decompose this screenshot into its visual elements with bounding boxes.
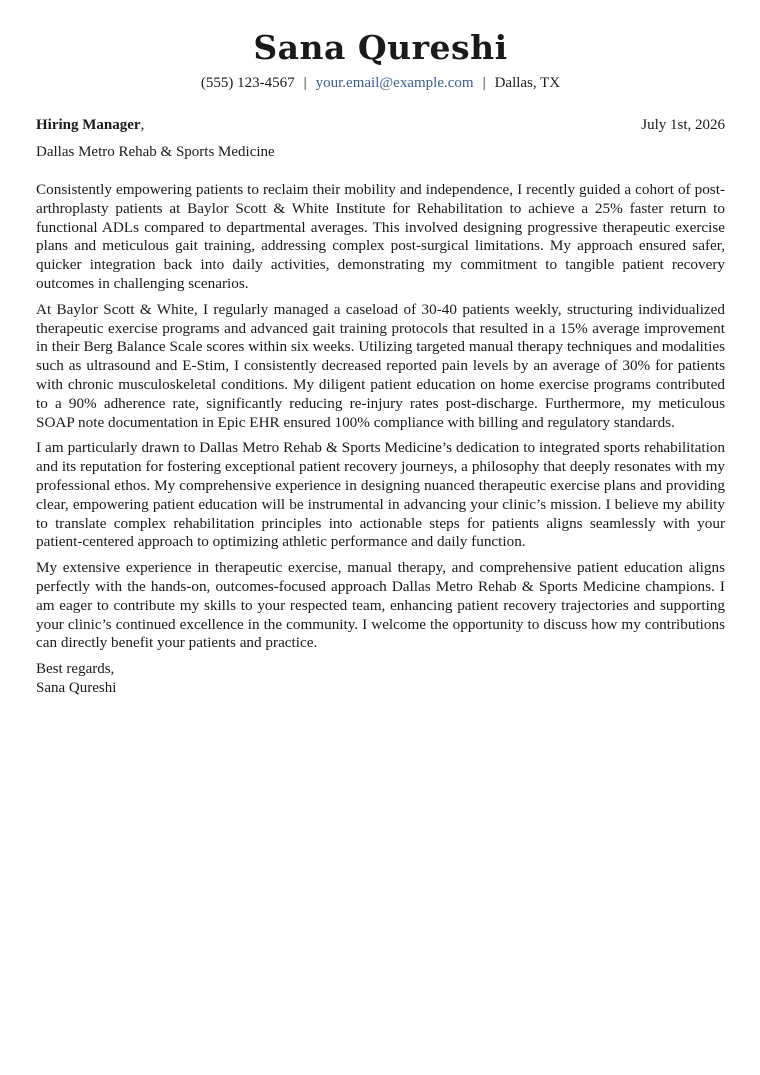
body-paragraph: Consistently empowering patients to reclaim their mobility and independence, I recently guided a cohort of post-arthroplasty patients at Baylor Scott & White Institute for Rehabilitation to achieve a 25% faster return to functional ADLs compared to departmental averages. This involved designing progressive therapeutic exercise plans and meticulous gait training, addressing complex post-surgical limitations. My approach ensured safer, quicker integration back into daily activities, demonstrating my commitment to tangible patient recovery outcomes in challenging scenarios. [36,181,725,292]
body-paragraph: My extensive experience in therapeutic exercise, manual therapy, and comprehensive patient education aligns perfectly with the hands-on, outcomes-focused approach Dallas Metro Rehab & Sports Medicine champions. I am eager to contribute my skills to your respected team, enhancing patient recovery trajectories and supporting your clinic’s continued excellence in the community. I welcome the opportunity to discuss how my contributions can directly benefit your patients and practice. [36,559,725,652]
cover-letter-page [36,28,725,698]
signature-name: Sana Qureshi [36,679,117,696]
recipient-name: Hiring Manager [36,117,141,133]
letter-date: July 1st, 2026 [641,117,725,133]
letter-closing [36,660,725,698]
contact-separator: | [482,75,486,91]
applicant-name: Sana Qureshi [253,28,508,67]
letter-body [36,181,725,653]
recipient-company: Dallas Metro Rehab & Sports Medicine [36,144,275,160]
body-paragraph: At Baylor Scott & White, I regularly managed a caseload of 30-40 patients weekly, structuring individualized therapeutic exercise programs and advanced gait training protocols that resulted in a 15% average improvement in their Berg Balance Scale scores within six weeks. Utilizing targeted manual therapy techniques and modalities such as ultrasound and E-Stim, I consistently decreased reported pain levels by an average of 30% for patients with chronic musculoskeletal conditions. My diligent patient education on home exercise programs contributed to a 90% adherence rate, significantly reducing re-injury rates post-discharge. Furthermore, my meticulous SOAP note documentation in Epic EHR ensured 100% compliance with billing and regulatory standards. [36,300,725,431]
location: Dallas, TX [494,75,561,91]
recipient-greeting [36,115,144,135]
closing-salutation: Best regards, [36,661,115,678]
recipient-date-row [36,115,725,135]
email-link[interactable]: your.email@example.com [315,75,474,91]
contact-separator: | [303,75,307,91]
phone-number: (555) 123-4567 [200,75,295,91]
recipient-name-comma: , [140,117,145,133]
contact-line [36,73,725,93]
body-paragraph: I am particularly drawn to Dallas Metro Rehab & Sports Medicine’s dedication to integrated sports rehabilitation and its reputation for fostering exceptional patient recovery journeys, a philosophy that deeply resonates with my professional ethos. My comprehensive experience in designing nuanced therapeutic exercise plans and providing clear, empowering patient education will be instrumental in advancing your clinic’s mission. I believe my ability to translate complex rehabilitation principles into actionable steps for patients aligns seamlessly with your patient-centered approach to optimizing athletic performance and daily function. [36,439,725,551]
